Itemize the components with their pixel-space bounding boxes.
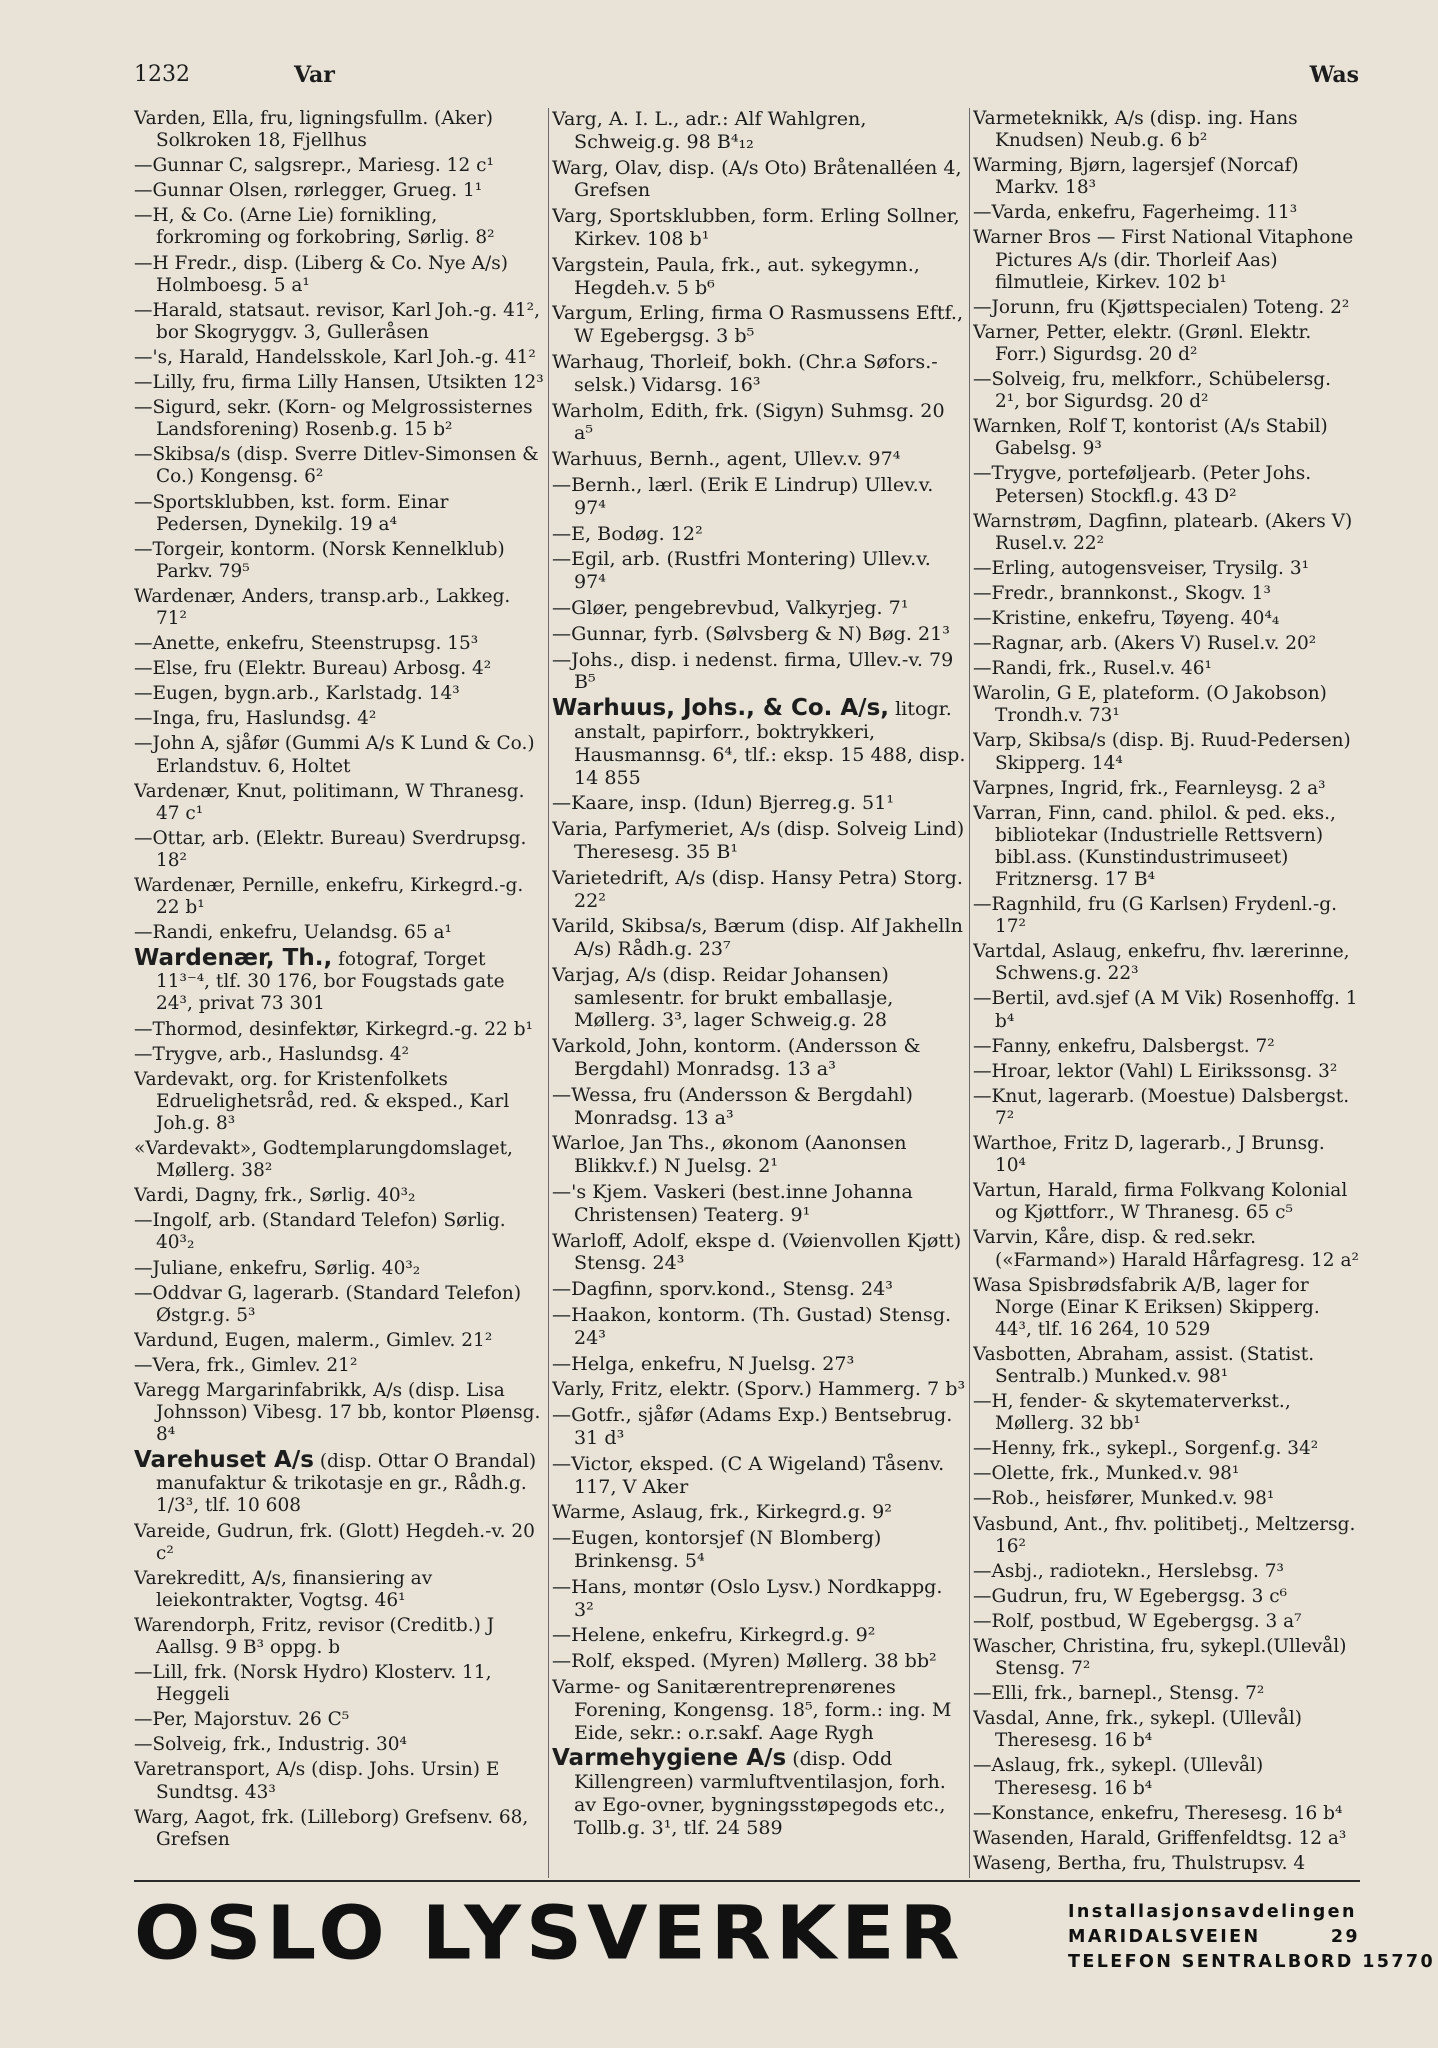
- listing-text: Warendorph, Fritz, revisor (Creditb.) J Aallsg. 9 B³ oppg. b: [134, 1614, 495, 1658]
- listing-text: —Dagfinn, sporv.kond., Stensg. 24³: [552, 1277, 893, 1301]
- listing-text: Wascher, Christina, fru, sykepl.(Ullevål) Stensg. 7²: [973, 1636, 1347, 1680]
- listing-text: —Thormod, desinfektør, Kirkegrd.-g. 22 b¹: [134, 1018, 533, 1040]
- listing-text: —Lill, frk. (Norsk Hydro) Klosterv. 11, Heggeli: [134, 1662, 492, 1706]
- listing-entry: [134, 633, 544, 655]
- listing-entry: [973, 463, 1361, 507]
- listing-entry: [973, 1561, 1361, 1583]
- listing-entry: [973, 1828, 1361, 1850]
- listing-text: Varjag, A/s (disp. Reidar Johansen) samlesentr. for brukt emballasje, Møllerg. 3³, lager Schweig.g. 28: [552, 962, 894, 1032]
- listing-entry: [552, 302, 966, 348]
- listing-text: Warhuus, Bernh., agent, Ullev.v. 97⁴: [552, 447, 901, 471]
- listing-text: —Haakon, kontorm. (Th. Gustad) Stensg. 24³: [552, 1303, 952, 1349]
- listing-entry: [973, 322, 1361, 366]
- listing-text: —Rolf, eksped. (Myren) Møllerg. 38 bb²: [552, 1649, 937, 1673]
- listing-entry: [552, 474, 966, 520]
- listing-text: Varden, Ella, fru, ligningsfullm. (Aker) Solkroken 18, Fjellhus: [134, 108, 493, 152]
- listing-text: litogr. anstalt, papirforr., boktrykkeri, Hausmannsg. 6⁴, tlf.: eksp. 15 488, disp. 14 855: [574, 697, 966, 789]
- featured-listing-name: Varmehygiene A/s: [552, 1745, 787, 1772]
- listing-text: «Vardevakt», Godtemplarungdomslaget, Møllerg. 38²: [134, 1138, 513, 1182]
- listing-entry: [973, 1488, 1361, 1510]
- listing-text: Varegg Margarinfabrikk, A/s (disp. Lisa Johnsson) Vibesg. 17 bb, kontor Pløensg. 8⁴: [134, 1379, 541, 1446]
- ad-line: MARIDALSVEIEN 29: [1068, 1927, 1360, 1947]
- listing-text: Vardi, Dagny, frk., Sørlig. 40³₂: [134, 1185, 416, 1207]
- listing-text: —Gotfr., sjåfør (Adams Exp.) Bentsebrug. 31 d³: [552, 1403, 953, 1450]
- column-1: [134, 108, 544, 1878]
- listing-text: Varg, A. I. L., adr.: Alf Wahlgren, Schweig.g. 98 B⁴₁₂: [552, 108, 867, 153]
- listing-text: Vardevakt, org. for Kristenfolkets Edruelighetsråd, red. & eksped., Karl Joh.g. 8³: [134, 1068, 510, 1134]
- listing-entry: [134, 444, 544, 488]
- listing-entry: [973, 1636, 1361, 1680]
- listing-entry: [134, 108, 544, 152]
- listing-text: —Lilly, fru, firma Lilly Hansen, Utsikten 12³: [134, 372, 544, 394]
- listing-entry: [552, 1453, 966, 1499]
- listing-text: —Bertil, avd.sjef (A M Vik) Rosenhoffg. 1 b⁴: [973, 988, 1358, 1032]
- listing-text: —Gunnar, fyrb. (Sølvsberg & N) Bøg. 21³: [552, 621, 950, 645]
- listing-text: —Gunnar C, salgsrepr., Mariesg. 12 c¹: [134, 155, 494, 177]
- listing-entry: [134, 1709, 544, 1731]
- listing-entry: [973, 683, 1361, 727]
- listing-text: Warnstrøm, Dagfinn, platearb. (Akers V) Rusel.v. 22²: [973, 510, 1353, 554]
- listing-entry: [552, 915, 966, 961]
- listing-entry: [973, 155, 1361, 199]
- listing-entry: [973, 894, 1361, 938]
- listing-text: —Eugen, kontorsjef (N Blomberg) Brinkensg. 5⁴: [552, 1526, 882, 1573]
- listing-text: —H, fender- & skytematerverkst., Møllerg. 32 bb¹: [973, 1391, 1291, 1435]
- listing-entry: [973, 1586, 1361, 1608]
- listing-text: Vargum, Erling, firma O Rasmussens Eftf., W Egebergsg. 3 b⁵: [552, 301, 964, 348]
- featured-listing-entry: [134, 947, 544, 1015]
- listing-text: Wardenær, Anders, transp.arb., Lakkeg. 71²: [134, 585, 511, 629]
- listing-entry: [973, 227, 1361, 293]
- listing-text: —Randi, frk., Rusel.v. 46¹: [973, 658, 1212, 680]
- listing-entry: [552, 157, 966, 203]
- listing-text: —Vera, frk., Gimlev. 21²: [134, 1354, 358, 1376]
- page-header: [134, 62, 1359, 92]
- listing-entry: [552, 1576, 966, 1622]
- listing-entry: [134, 1734, 544, 1756]
- listing-entry: [552, 1378, 966, 1401]
- listing-text: Warg, Olav, disp. (A/s Oto) Bråtenalléen 4, Grefsen: [552, 155, 962, 202]
- listing-text: Warholm, Edith, frk. (Sigyn) Suhmsg. 20 a⁵: [552, 398, 945, 445]
- listing-text: —Helga, enkefru, N Juelsg. 27³: [552, 1351, 855, 1375]
- listing-entry: [552, 1278, 966, 1301]
- listing-text: Varg, Sportsklubben, form. Erling Sollner, Kirkev. 108 b¹: [552, 204, 960, 250]
- listing-text: Varly, Fritz, elektr. (Sporv.) Hammerg. 7 b³: [552, 1377, 966, 1401]
- listing-text: —Aslaug, frk., sykepl. (Ullevål) Theresesg. 16 b⁴: [973, 1755, 1264, 1799]
- listing-text: Warner Bros — First National Vitaphone Pictures A/s (dir. Thorleif Aas) filmutleie, Kirkev. 102 b¹: [973, 227, 1354, 293]
- listing-entry: [973, 1036, 1361, 1058]
- listing-entry: [973, 608, 1361, 630]
- listing-text: —Kaare, insp. (Idun) Bjerreg.g. 51¹: [552, 791, 894, 815]
- listing-text: —Randi, enkefru, Uelandsg. 65 a¹: [134, 922, 452, 944]
- listing-entry: [552, 597, 966, 620]
- listing-text: —Henny, frk., sykepl., Sorgenf.g. 34²: [973, 1438, 1319, 1460]
- listing-entry: [973, 1755, 1361, 1799]
- listing-entry: [134, 205, 544, 249]
- listing-text: Warme, Aslaug, frk., Kirkegrd.g. 9²: [552, 1500, 892, 1524]
- listing-text: —Ragnhild, fru (G Karlsen) Frydenl.-g. 17²: [973, 894, 1338, 938]
- listing-text: —Victor, eksped. (C A Wigeland) Tåsenv. 117, V Aker: [552, 1451, 945, 1498]
- listing-entry: [134, 781, 544, 825]
- listing-text: —Inga, fru, Haslundsg. 4²: [134, 708, 377, 730]
- listing-text: Waseng, Bertha, fru, Thulstrupsv. 4: [973, 1852, 1306, 1874]
- listing-entry: [973, 1803, 1361, 1825]
- listing-entry: [134, 155, 544, 177]
- listing-text: Vareide, Gudrun, frk. (Glott) Hegdeh.-v. 20 c²: [134, 1520, 535, 1564]
- listing-entry: [134, 922, 544, 944]
- ad-line: Installasjonsavdelingen: [1068, 1902, 1357, 1922]
- listing-text: Varme- og Sanitærentreprenørenes Forening, Kongensg. 18⁵, form.: ing. M Eide, sekr.: o.r.sakf. Aage Rygh: [552, 1675, 952, 1744]
- listing-entry: [973, 988, 1361, 1032]
- listing-text: —Gudrun, fru, W Egebergsg. 3 c⁶: [973, 1585, 1288, 1607]
- listing-text: Warthoe, Fritz D, lagerarb., J Brunsg. 10⁴: [973, 1133, 1325, 1177]
- listing-entry: [552, 205, 966, 251]
- listing-entry: [552, 818, 966, 864]
- listing-text: —Gløer, pengebrevbud, Valkyrjeg. 7¹: [552, 595, 909, 619]
- listing-entry: [552, 1304, 966, 1350]
- listing-entry: [552, 1230, 966, 1276]
- listing-entry: [134, 1138, 544, 1182]
- listing-text: —Anette, enkefru, Steenstrupsg. 15³: [134, 633, 479, 655]
- ad-line: TELEFON SENTRALBORD 15770: [1068, 1952, 1436, 1972]
- listing-entry: [134, 708, 544, 730]
- listing-text: —Kristine, enkefru, Tøyeng. 40⁴₄: [973, 607, 1280, 629]
- listing-text: Warming, Bjørn, lagersjef (Norcaf) Markv. 18³: [973, 155, 1299, 199]
- listing-entry: [973, 558, 1361, 580]
- listing-text: Varekreditt, A/s, finansiering av leiekontrakter, Vogtsg. 46¹: [134, 1567, 433, 1611]
- listing-text: —'s, Harald, Handelsskole, Karl Joh.-g. 41²: [134, 346, 536, 368]
- column-rule: [969, 108, 970, 1878]
- listing-text: —Fredr., brannkonst., Skogv. 1³: [973, 582, 1271, 604]
- listing-entry: [973, 1611, 1361, 1633]
- listing-text: —Hroar, lektor (Vahl) L Eirikssonsg. 3²: [973, 1060, 1338, 1082]
- listing-text: Varmeteknikk, A/s (disp. ing. Hans Knudsen) Neub.g. 6 b²: [973, 108, 1298, 152]
- listing-text: —Egil, arb. (Rustfri Montering) Ullev.v. 97⁴: [552, 547, 931, 594]
- listing-text: Varp, Skibsa/s (disp. Bj. Ruud-Pedersen) Skipperg. 14⁴: [973, 730, 1351, 774]
- listing-entry: [973, 583, 1361, 605]
- listing-text: —Wessa, fru (Andersson & Bergdahl) Monradsg. 13 a³: [552, 1082, 913, 1129]
- listing-text: Vartdal, Aslaug, enkefru, fhv. lærerinne, Schwens.g. 22³: [973, 941, 1350, 985]
- listing-text: Varvin, Kåre, disp. & red.sekr. («Farmand») Harald Hårfagresg. 12 a²: [973, 1227, 1359, 1271]
- listing-entry: [973, 803, 1361, 891]
- listing-entry: [134, 347, 544, 369]
- listing-entry: [973, 369, 1361, 413]
- listing-text: —Konstance, enkefru, Theresesg. 16 b⁴: [973, 1802, 1343, 1824]
- listing-entry: [134, 1185, 544, 1207]
- listing-text: —Knut, lagerarb. (Moestue) Dalsbergst. 7²: [973, 1085, 1350, 1129]
- listing-text: —Fanny, enkefru, Dalsbergst. 7²: [973, 1035, 1275, 1057]
- listing-entry: [552, 1624, 966, 1647]
- listing-text: —Sigurd, sekr. (Korn- og Melgrossisternes Landsforening) Rosenb.g. 15 b²: [134, 397, 533, 441]
- listing-entry: [973, 1438, 1361, 1460]
- listing-entry: [552, 548, 966, 594]
- listing-text: —Gunnar Olsen, rørlegger, Grueg. 1¹: [134, 180, 483, 202]
- right-guide-word: Was: [1309, 62, 1359, 88]
- listing-entry: [973, 202, 1361, 224]
- listing-text: —Rolf, postbud, W Egebergsg. 3 a⁷: [973, 1610, 1302, 1632]
- left-guide-word: Var: [294, 62, 335, 88]
- listing-entry: [552, 1181, 966, 1227]
- listing-text: —'s Kjem. Vaskeri (best.inne Johanna Christensen) Teaterg. 9¹: [552, 1180, 913, 1226]
- listing-entry: [552, 400, 966, 446]
- listing-text: —Ottar, arb. (Elektr. Bureau) Sverdrupsg. 18²: [134, 827, 527, 871]
- listing-entry: [552, 1650, 966, 1673]
- listing-entry: [134, 1330, 544, 1352]
- listing-entry: [973, 1227, 1361, 1271]
- listing-text: —Harald, statsaut. revisor, Karl Joh.-g. 41², bor Skogryggv. 3, Gulleråsen: [134, 299, 540, 343]
- listing-text: Warg, Aagot, frk. (Lilleborg) Grefsenv. 68, Grefsen: [134, 1806, 529, 1850]
- listing-entry: [973, 633, 1361, 655]
- listing-entry: [134, 1807, 544, 1851]
- listing-entry: [973, 1133, 1361, 1177]
- listing-entry: [552, 623, 966, 646]
- listing-text: Varner, Petter, elektr. (Grønl. Elektr. Forr.) Sigurdsg. 20 d²: [973, 321, 1312, 365]
- listing-entry: [552, 1035, 966, 1081]
- listing-text: —Jorunn, fru (Kjøttspecialen) Toteng. 2²: [973, 296, 1350, 318]
- listing-entry: [973, 1061, 1361, 1083]
- listing-entry: [973, 1086, 1361, 1130]
- listing-entry: [973, 297, 1361, 319]
- listing-text: —Trygve, porteføljearb. (Peter Johs. Petersen) Stockfl.g. 43 D²: [973, 463, 1312, 507]
- listing-entry: [552, 1353, 966, 1376]
- listing-entry: [552, 108, 966, 154]
- listing-text: —Oddvar G, lagerarb. (Standard Telefon) Østgr.g. 5³: [134, 1282, 522, 1326]
- listing-text: Warolin, G E, plateform. (O Jakobson) Trondh.v. 73¹: [973, 683, 1327, 727]
- listing-text: —Trygve, arb., Haslundsg. 4²: [134, 1043, 410, 1065]
- listing-text: —Solveig, frk., Industrig. 30⁴: [134, 1734, 407, 1756]
- listing-text: —Ingolf, arb. (Standard Telefon) Sørlig. 40³₂: [134, 1210, 506, 1254]
- listing-text: Vardenær, Knut, politimann, W Thranesg. 47 c¹: [134, 780, 525, 824]
- listing-entry: [552, 1084, 966, 1130]
- listing-text: Warhaug, Thorleif, bokh. (Chr.a Søfors.-selsk.) Vidarsg. 16³: [552, 349, 938, 396]
- listing-text: —Olette, frk., Munked.v. 98¹: [973, 1463, 1240, 1485]
- listing-text: —E, Bodøg. 12²: [552, 521, 703, 545]
- listing-entry: [973, 941, 1361, 985]
- listing-entry: [134, 492, 544, 536]
- listing-text: (disp. Odd Killengreen) varmluftventilasjon, forh. av Ego-ovner, bygningsstøpegods etc., Tollb.g. 3¹, tlf. 24 589: [574, 1747, 946, 1839]
- listing-text: —Ragnar, arb. (Akers V) Rusel.v. 20²: [973, 633, 1317, 655]
- listing-text: —Else, fru (Elektr. Bureau) Arbosg. 4²: [134, 658, 492, 680]
- listing-entry: [973, 511, 1361, 555]
- listing-entry: [134, 1521, 544, 1565]
- listing-entry: [552, 964, 966, 1032]
- listing-text: Vardund, Eugen, malerm., Gimlev. 21²: [134, 1329, 493, 1351]
- listing-entry: [552, 1404, 966, 1450]
- listing-entry: [134, 733, 544, 777]
- listing-text: Vargstein, Paula, frk., aut. sykegymn., Hegdeh.v. 5 b⁶: [552, 252, 920, 299]
- featured-listing-name: Varehuset A/s: [134, 1447, 314, 1474]
- listing-entry: [134, 828, 544, 872]
- listing-entry: [134, 1355, 544, 1377]
- listing-entry: [134, 1210, 544, 1254]
- listing-entry: [552, 1676, 966, 1744]
- listing-text: Wardenær, Pernille, enkefru, Kirkegrd.-g. 22 b¹: [134, 875, 524, 919]
- listing-entry: [973, 1344, 1361, 1388]
- ad-contact: [1068, 1900, 1436, 1975]
- listing-entry: [134, 300, 544, 344]
- listing-entry: [973, 1391, 1361, 1435]
- listing-entry: [134, 539, 544, 583]
- listing-text: —Johs., disp. i nedenst. firma, Ullev.-v. 79 B⁵: [552, 647, 954, 694]
- listing-text: Warloe, Jan Ths., økonom (Aanonsen Blikkv.f.) N Juelsg. 2¹: [552, 1131, 907, 1178]
- listing-text: —Asbj., radiotekn., Herslebsg. 7³: [973, 1560, 1284, 1582]
- advertisement: [134, 1888, 1436, 1986]
- listing-text: —Elli, frk., barnepl., Stensg. 7²: [973, 1683, 1265, 1705]
- listing-text: Wasa Spisbrødsfabrik A/B, lager for Norge (Einar K Eriksen) Skipperg. 44³, tlf. 16 264, 10 529: [973, 1274, 1320, 1340]
- listing-text: Varpnes, Ingrid, frk., Fearnleysg. 2 a³: [973, 777, 1326, 799]
- listing-text: (disp. Ottar O Brandal) manufaktur & trikotasje en gr., Rådh.g. 1/3³, tlf. 10 608: [156, 1451, 537, 1517]
- listing-text: Vasbotten, Abraham, assist. (Statist. Sentralb.) Munked.v. 98¹: [973, 1343, 1315, 1387]
- listing-text: Varia, Parfymeriet, A/s (disp. Solveig Lind) Theresesg. 35 B¹: [552, 817, 965, 863]
- column-3: [973, 108, 1361, 1878]
- listing-entry: [973, 658, 1361, 680]
- listing-text: —Rob., heisfører, Munked.v. 98¹: [973, 1488, 1275, 1510]
- featured-listing-entry: [134, 1449, 544, 1517]
- listing-entry: [134, 397, 544, 441]
- listing-text: Varild, Skibsa/s, Bærum (disp. Alf Jakhelln A/s) Rådh.g. 23⁷: [552, 914, 963, 961]
- listing-entry: [134, 1380, 544, 1446]
- listing-text: Varetransport, A/s (disp. Johs. Ursin) E Sundtsg. 43³: [134, 1759, 500, 1803]
- listing-entry: [973, 1180, 1361, 1224]
- listing-entry: [552, 523, 966, 546]
- listing-text: Vasbund, Ant., fhv. politibetj., Meltzersg. 16²: [973, 1513, 1356, 1557]
- listing-entry: [552, 254, 966, 300]
- listing-text: Vasdal, Anne, frk., sykepl. (Ullevål) Theresesg. 16 b⁴: [973, 1708, 1303, 1752]
- listing-text: —Bernh., lærl. (Erik E Lindrup) Ullev.v. 97⁴: [552, 472, 934, 519]
- listing-entry: [134, 1662, 544, 1706]
- listing-entry: [973, 778, 1361, 800]
- listing-entry: [552, 867, 966, 913]
- listing-text: —H, & Co. (Arne Lie) fornikling, forkroming og forkobring, Sørlig. 8²: [134, 205, 495, 249]
- listing-entry: [134, 1069, 544, 1135]
- listing-entry: [134, 1258, 544, 1280]
- featured-listing-entry: [552, 697, 966, 789]
- listing-text: Warloff, Adolf, ekspe d. (Vøienvollen Kjøtt) Stensg. 24³: [552, 1228, 962, 1275]
- column-rule: [548, 108, 549, 1878]
- listing-entry: [552, 1501, 966, 1524]
- listing-entry: [134, 1283, 544, 1327]
- listing-text: Wasenden, Harald, Griffenfeldtsg. 12 a³: [973, 1827, 1347, 1849]
- listing-entry: [134, 180, 544, 202]
- listing-entry: [134, 253, 544, 297]
- listing-entry: [134, 875, 544, 919]
- listing-text: —H Fredr., disp. (Liberg & Co. Nye A/s) Holmboesg. 5 a¹: [134, 252, 508, 296]
- listing-entry: [973, 416, 1361, 460]
- listing-text: Warnken, Rolf T, kontorist (A/s Stabil) Gabelsg. 9³: [973, 416, 1328, 460]
- listing-text: —Erling, autogensveiser, Trysilg. 3¹: [973, 557, 1309, 579]
- ad-brand: OSLO LYSVERKER: [134, 1891, 965, 1977]
- column-2: [552, 108, 966, 1878]
- featured-listing-name: Wardenær, Th.,: [134, 945, 333, 972]
- listing-text: —Juliane, enkefru, Sørlig. 40³₂: [134, 1257, 421, 1279]
- listing-text: —Per, Majorstuv. 26 C⁵: [134, 1709, 350, 1731]
- listing-entry: [973, 1463, 1361, 1485]
- listing-entry: [552, 1527, 966, 1573]
- page-number: 1232: [134, 62, 190, 87]
- listing-entry: [134, 1044, 544, 1066]
- listing-entry: [134, 1615, 544, 1659]
- listing-text: —Eugen, bygn.arb., Karlstadg. 14³: [134, 683, 460, 705]
- listing-entry: [973, 108, 1361, 152]
- listing-text: Vartun, Harald, firma Folkvang Kolonial og Kjøttforr., W Thranesg. 65 c⁵: [973, 1180, 1348, 1224]
- listing-text: Varietedrift, A/s (disp. Hansy Petra) Storg. 22²: [552, 865, 963, 912]
- listing-entry: [134, 1568, 544, 1612]
- footer-rule: [134, 1880, 1360, 1882]
- listing-text: —Torgeir, kontorm. (Norsk Kennelklub) Parkv. 79⁵: [134, 538, 505, 582]
- listing-entry: [552, 351, 966, 397]
- listing-text: —Hans, montør (Oslo Lysv.) Nordkappg. 3²: [552, 1574, 943, 1621]
- listing-text: —Sportsklubben, kst. form. Einar Pedersen, Dynekilg. 19 a⁴: [134, 491, 449, 535]
- listing-text: —Solveig, fru, melkforr., Schübelersg. 2¹, bor Sigurdsg. 20 d²: [973, 369, 1331, 413]
- featured-listing-entry: [552, 1747, 966, 1839]
- listing-entry: [973, 1683, 1361, 1705]
- listing-entry: [552, 649, 966, 695]
- listing-text: —Varda, enkefru, Fagerheimg. 11³: [973, 202, 1298, 224]
- listing-entry: [134, 586, 544, 630]
- listing-entry: [973, 1514, 1361, 1558]
- listing-text: —Skibsa/s (disp. Sverre Ditlev-Simonsen & Co.) Kongensg. 6²: [134, 444, 539, 488]
- featured-listing-name: Warhuus, Johs., & Co. A/s,: [552, 695, 889, 722]
- listing-entry: [552, 1132, 966, 1178]
- listing-text: Varkold, John, kontorm. (Andersson & Bergdahl) Monradsg. 13 a³: [552, 1034, 921, 1081]
- listing-text: Varran, Finn, cand. philol. & ped. eks., bibliotekar (Industrielle Rettsvern) bibl.ass. (Kunstindustrimuseet) Fritznersg. 17 B⁴: [973, 802, 1336, 890]
- listing-entry: [973, 1708, 1361, 1752]
- listing-entry: [134, 1019, 544, 1041]
- listing-entry: [973, 1853, 1361, 1875]
- listing-entry: [134, 683, 544, 705]
- listing-text: —John A, sjåfør (Gummi A/s K Lund & Co.) Erlandstuv. 6, Holtet: [134, 733, 535, 777]
- listing-entry: [973, 1275, 1361, 1341]
- listing-entry: [134, 1759, 544, 1803]
- listing-entry: [973, 730, 1361, 774]
- listing-text: —Helene, enkefru, Kirkegrd.g. 9²: [552, 1623, 876, 1647]
- listing-entry: [552, 792, 966, 815]
- listing-entry: [134, 372, 544, 394]
- listing-entry: [552, 448, 966, 471]
- listing-text: fotograf, Torget 11³⁻⁴, tlf. 30 176, bor Fougstads gate 24³, privat 73 301: [156, 949, 505, 1015]
- listing-entry: [134, 658, 544, 680]
